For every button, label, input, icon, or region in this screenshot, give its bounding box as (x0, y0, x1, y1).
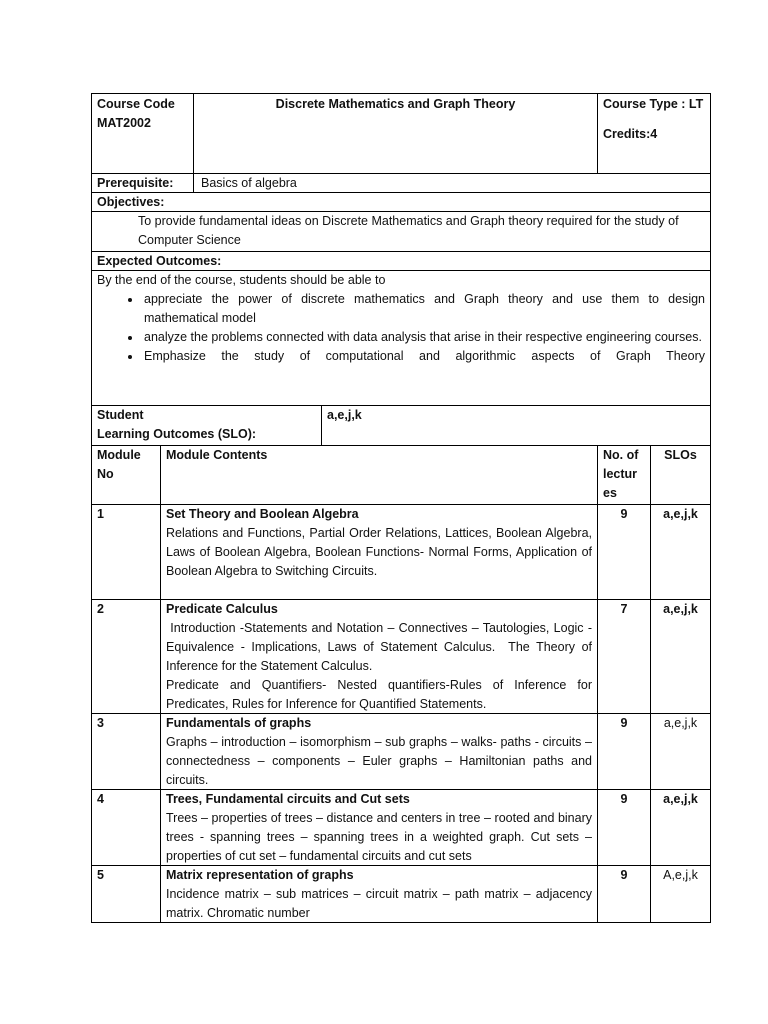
module-row (91, 866, 711, 923)
module-lectures: 9 (597, 866, 650, 922)
outcomes-label: Expected Outcomes: (97, 254, 222, 268)
module-slos: A,e,j,k (650, 866, 710, 922)
module-text: Graphs – introduction – isomorphism – sub graphs – walks- paths - circuits – connectedness – components – Euler graphs – Hamiltonian paths and circuits. (166, 735, 592, 787)
module-no: 2 (97, 602, 104, 616)
module-contents (160, 600, 597, 713)
outcomes-list (97, 290, 705, 366)
module-lectures: 9 (597, 505, 650, 599)
objectives-label-row (91, 193, 711, 212)
outcomes-row (91, 271, 711, 406)
slo-value: a,e,j,k (321, 406, 710, 445)
module-text: Incidence matrix – sub matrices – circuit matrix – path matrix – adjacency matrix. Chromatic number (166, 887, 592, 920)
credits: Credits:4 (603, 127, 658, 141)
outcomes-cell (92, 271, 710, 405)
module-slos: a,e,j,k (650, 600, 710, 713)
outcomes-intro: By the end of the course, students should be able to (97, 273, 386, 287)
module-text: Trees – properties of trees – distance and centers in tree – rooted and binary trees - spanning trees – spanning trees in a weighted graph. Cut sets – properties of cut set – fundamental circuits and cut sets (166, 811, 592, 863)
course-type: Course Type : LT (603, 97, 704, 111)
module-contents (160, 505, 597, 599)
objectives-text: To provide fundamental ideas on Discrete Mathematics and Graph theory required for the study of Computer Science (138, 214, 679, 247)
module-lectures: 9 (597, 790, 650, 865)
module-no: 4 (97, 792, 104, 806)
module-contents (160, 866, 597, 922)
module-row (91, 790, 711, 866)
course-code: MAT2002 (97, 116, 151, 130)
module-no: 1 (97, 507, 104, 521)
prerequisite-row (91, 174, 711, 193)
module-row (91, 505, 711, 600)
module-title: Matrix representation of graphs (166, 868, 354, 882)
module-title: Trees, Fundamental circuits and Cut sets (166, 792, 410, 806)
outcome-item: • appreciate the power of discrete mathematics and Graph theory and use them to design mathematical model (142, 290, 705, 328)
slo-row (91, 406, 711, 446)
course-header-row (91, 93, 711, 174)
module-slos: a,e,j,k (650, 790, 710, 865)
outcome-item: • Emphasize the study of computational and algorithmic aspects of Graph Theory (142, 347, 705, 366)
course-type-cell (597, 94, 710, 173)
module-slos: a,e,j,k (650, 714, 710, 789)
module-slos: a,e,j,k (650, 505, 710, 599)
module-lectures: 7 (597, 600, 650, 713)
module-text: Introduction -Statements and Notation – Connectives – Tautologies, Logic - Equivalence - Implications, Laws of Statement Calculus. The Theory of Inference for the Statement Calculus. (166, 621, 596, 673)
module-title: Predicate Calculus (166, 602, 278, 616)
course-code-cell (92, 94, 193, 173)
objectives-label: Objectives: (97, 195, 165, 209)
slo-label-line1: Student (97, 408, 144, 422)
course-title: Discrete Mathematics and Graph Theory (193, 94, 597, 173)
module-no: 5 (97, 868, 104, 882)
module-row (91, 714, 711, 790)
outcome-item: • analyze the problems connected with data analysis that arise in their respective engineering courses. (142, 328, 705, 347)
prerequisite-value: Basics of algebra (193, 174, 710, 192)
module-lectures: 9 (597, 714, 650, 789)
prerequisite-label: Prerequisite: (97, 176, 174, 190)
module-table-header (91, 446, 711, 505)
slo-label-cell (92, 406, 321, 445)
syllabus-document (91, 93, 711, 923)
module-no: 3 (97, 716, 104, 730)
module-contents (160, 790, 597, 865)
module-title: Set Theory and Boolean Algebra (166, 507, 359, 521)
module-title: Fundamentals of graphs (166, 716, 312, 730)
course-code-label: Course Code (97, 97, 175, 111)
module-text: Relations and Functions, Partial Order Relations, Lattices, Boolean Algebra, Laws of Boolean Algebra, Boolean Functions- Normal Forms, Application of Boolean Algebra to Switching Circuits. (166, 526, 592, 578)
slos-header: SLOs (650, 446, 710, 504)
lectures-header: No. of lectur es (597, 446, 650, 504)
module-row (91, 600, 711, 714)
module-text-2: Predicate and Quantifiers- Nested quantifiers-Rules of Inference for Predicates, Rules for Inference for Quantified Statements. (166, 678, 592, 711)
module-contents (160, 714, 597, 789)
objectives-text-row (91, 212, 711, 252)
module-no-header: Module No (97, 448, 141, 481)
outcomes-label-row (91, 252, 711, 271)
slo-label-line2: Learning Outcomes (SLO): (97, 427, 257, 441)
module-contents-header: Module Contents (160, 446, 597, 504)
